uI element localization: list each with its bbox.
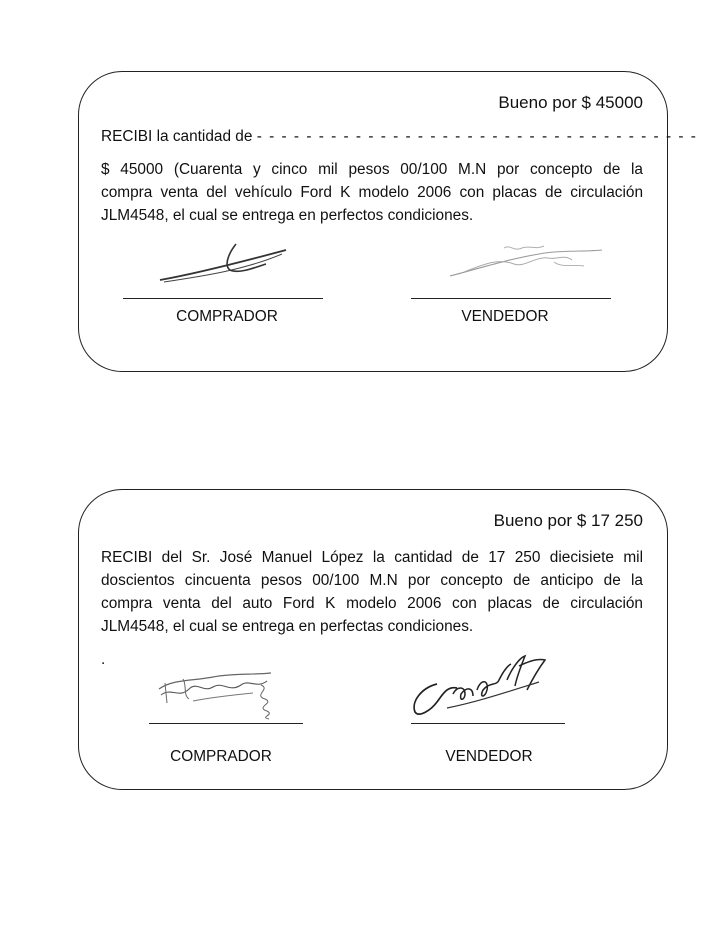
receipt-2-body-line-3: compra venta del auto Ford K modelo 2006 con placas de circulación — [101, 595, 643, 612]
seller-label-2: VENDEDOR — [445, 748, 533, 765]
seller-signature-line-2 — [411, 723, 565, 724]
buyer-signature-line-2 — [149, 723, 303, 724]
buyer-signature-1 — [154, 240, 294, 286]
buyer-label-2: COMPRADOR — [170, 748, 272, 765]
receipt-1-body-line-1: $ 45000 (Cuarenta y cinco mil pesos 00/100 M.N por concepto de la — [101, 161, 643, 178]
receipt-2-amount: Bueno por $ 17 250 — [493, 511, 643, 530]
receipt-1-received-line — [101, 125, 698, 148]
buyer-signature-line-1 — [123, 298, 323, 299]
received-label: RECIBI la cantidad de — [101, 128, 253, 145]
buyer-label-1: COMPRADOR — [176, 308, 278, 325]
seller-label-1: VENDEDOR — [461, 308, 549, 325]
receipt-1-amount: Bueno por $ 45000 — [498, 93, 643, 112]
buyer-signature-2 — [153, 665, 283, 721]
receipt-2-dot: . — [101, 651, 106, 668]
seller-signature-2 — [407, 650, 557, 720]
receipt-1-body-line-2: compra venta del vehículo Ford K modelo 2006 con placas de circulación — [101, 184, 643, 201]
seller-signature-1 — [444, 242, 609, 282]
dash-fill: - - - - - - - - - - - - - - - - - - - - - - - - - - - - - - - - - - - - — [256, 128, 698, 145]
receipt-2-body-line-1: RECIBI del Sr. José Manuel López la cantidad de 17 250 diecisiete mil — [101, 549, 643, 566]
receipt-2-body-line-2: doscientos cincuenta pesos 00/100 M.N por concepto de anticipo de la — [101, 572, 643, 589]
seller-signature-line-1 — [411, 298, 611, 299]
receipt-1-body-line-3: JLM4548, el cual se entrega en perfectos condiciones. — [101, 207, 474, 224]
receipt-1 — [78, 71, 698, 372]
receipt-2-body-line-4: JLM4548, el cual se entrega en perfectas condiciones. — [101, 618, 474, 635]
receipt-2 — [78, 489, 668, 790]
